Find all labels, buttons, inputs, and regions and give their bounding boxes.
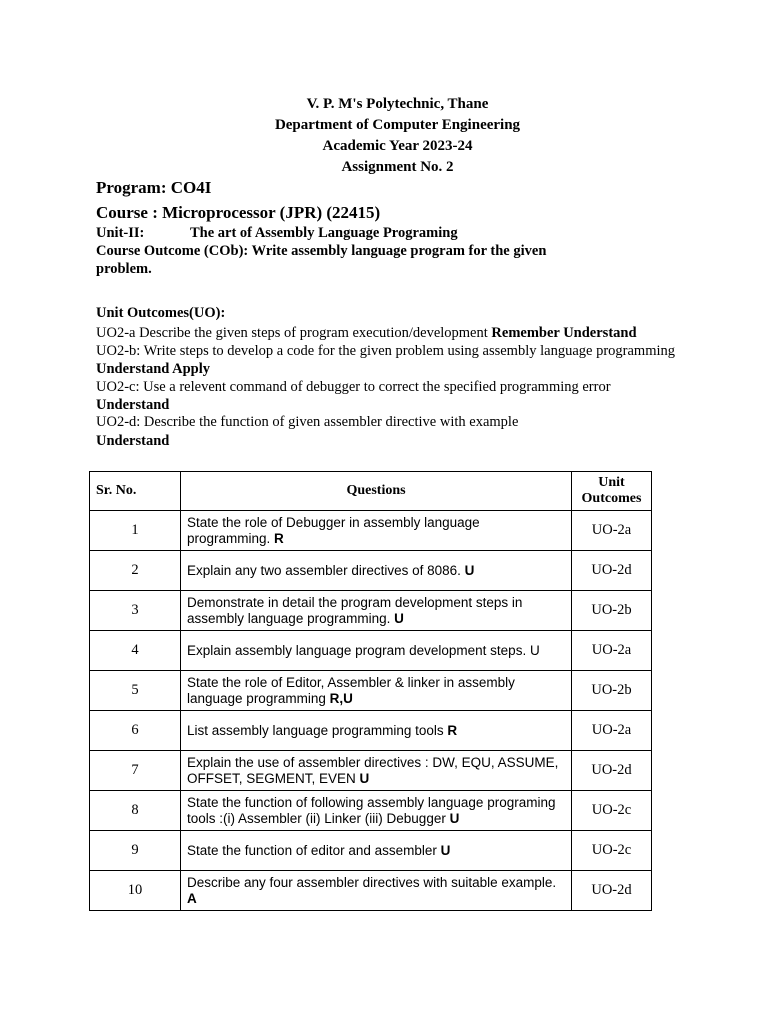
question-text: State the role of Editor, Assembler & linker in assembly language programming — [187, 674, 515, 706]
sr-no-cell: 10 — [90, 871, 181, 911]
unit-outcomes-header-line2: Outcomes — [581, 491, 642, 506]
sr-no-cell: 1 — [90, 511, 181, 551]
question-level: U — [440, 842, 451, 858]
unit-outcomes-header-line1: Unit — [598, 475, 625, 490]
unit-outcome-cell: UO-2b — [572, 671, 652, 711]
table-row — [90, 511, 652, 551]
questions-header: Questions — [181, 472, 572, 511]
table-row — [90, 671, 652, 711]
question-text: Explain the use of assembler directives : DW, EQU, ASSUME, OFFSET, SEGMENT, EVEN — [187, 754, 559, 786]
institute-name: V. P. M's Polytechnic, Thane — [306, 96, 489, 112]
question-text: Explain assembly language program development steps. U — [187, 642, 540, 658]
unit-outcome-cell: UO-2d — [572, 551, 652, 591]
question-cell — [181, 511, 572, 551]
sr-no-cell: 3 — [90, 591, 181, 631]
sr-no-cell: 4 — [90, 631, 181, 671]
question-cell — [181, 831, 572, 871]
question-cell — [181, 871, 572, 911]
question-level: U — [464, 562, 475, 578]
question-text: Demonstrate in detail the program development steps in assembly language programming. — [187, 594, 523, 626]
unit-outcome-d: UO2-d: Describe the function of given assembler directive with example — [96, 414, 519, 430]
unit-outcome-cell: UO-2d — [572, 751, 652, 791]
question-level: U — [359, 770, 370, 786]
question-cell — [181, 551, 572, 591]
question-text: List assembly language programming tools — [187, 722, 448, 738]
unit-title: The art of Assembly Language Programing — [190, 225, 458, 241]
unit-outcome-level: Understand Apply — [96, 361, 211, 377]
sr-no-cell: 2 — [90, 551, 181, 591]
table-header-row — [90, 472, 652, 511]
table-body — [90, 511, 652, 911]
sr-no-cell: 5 — [90, 671, 181, 711]
question-cell — [181, 671, 572, 711]
unit-outcome-c: UO2-c: Use a relevent command of debugger to correct the specified programming error — [96, 379, 611, 395]
table-row — [90, 791, 652, 831]
unit-outcome-b: UO2-b: Write steps to develop a code for the given problem using assembly language programming — [96, 343, 676, 359]
table-row — [90, 551, 652, 591]
unit-outcome-cell: UO-2d — [572, 871, 652, 911]
question-cell — [181, 711, 572, 751]
question-level: A — [187, 890, 197, 906]
unit-outcome-cell: UO-2c — [572, 791, 652, 831]
unit-outcome-a — [96, 325, 637, 342]
table-row — [90, 591, 652, 631]
question-level: U — [394, 610, 404, 626]
course-label: Course : Microprocessor (JPR) (22415) — [96, 203, 381, 222]
question-text: Explain any two assembler directives of 8086. — [187, 562, 465, 578]
unit-outcomes-heading: Unit Outcomes(UO): — [96, 305, 226, 321]
course-outcome-line2: problem. — [96, 261, 152, 277]
unit-outcome-level: Understand — [96, 397, 170, 413]
question-level: R,U — [329, 690, 353, 706]
academic-year: Academic Year 2023-24 — [322, 138, 473, 154]
unit-outcome-cell: UO-2b — [572, 591, 652, 631]
unit-label: Unit-II: — [96, 225, 145, 241]
table-row — [90, 871, 652, 911]
question-text: State the function of editor and assembler — [187, 842, 441, 858]
unit-outcomes-header — [572, 472, 652, 511]
question-text: State the function of following assembly language programing tools :(i) Assembler (ii) Linker (iii) Debugger — [187, 794, 556, 826]
question-cell — [181, 751, 572, 791]
course-outcome-line1: Course Outcome (COb): Write assembly language program for the given — [96, 243, 547, 259]
question-level: R — [274, 530, 284, 546]
program-label: Program: CO4I — [96, 178, 212, 197]
sr-no-cell: 7 — [90, 751, 181, 791]
table-row — [90, 631, 652, 671]
question-level: R — [447, 722, 458, 738]
question-cell — [181, 631, 572, 671]
unit-outcome-cell: UO-2a — [572, 511, 652, 551]
sr-no-cell: 9 — [90, 831, 181, 871]
assignment-title: Assignment No. 2 — [341, 159, 454, 175]
unit-outcome-level: Understand — [96, 433, 170, 449]
questions-table — [89, 471, 652, 911]
table-row — [90, 831, 652, 871]
question-text: Describe any four assembler directives with suitable example. — [187, 874, 557, 890]
sr-no-cell: 8 — [90, 791, 181, 831]
department-name: Department of Computer Engineering — [274, 117, 521, 133]
sr-no-header: Sr. No. — [90, 472, 181, 511]
question-cell — [181, 591, 572, 631]
table-row — [90, 711, 652, 751]
unit-outcome-cell: UO-2a — [572, 711, 652, 751]
question-cell — [181, 791, 572, 831]
question-level: U — [449, 810, 460, 826]
unit-outcome-cell: UO-2a — [572, 631, 652, 671]
unit-outcome-cell: UO-2c — [572, 831, 652, 871]
unit-outcome-text: UO2-a Describe the given steps of program execution/development — [96, 325, 492, 341]
table-row — [90, 751, 652, 791]
sr-no-cell: 6 — [90, 711, 181, 751]
question-text: State the role of Debugger in assembly language programming. — [187, 514, 480, 546]
unit-outcome-level: Remember Understand — [491, 325, 637, 341]
